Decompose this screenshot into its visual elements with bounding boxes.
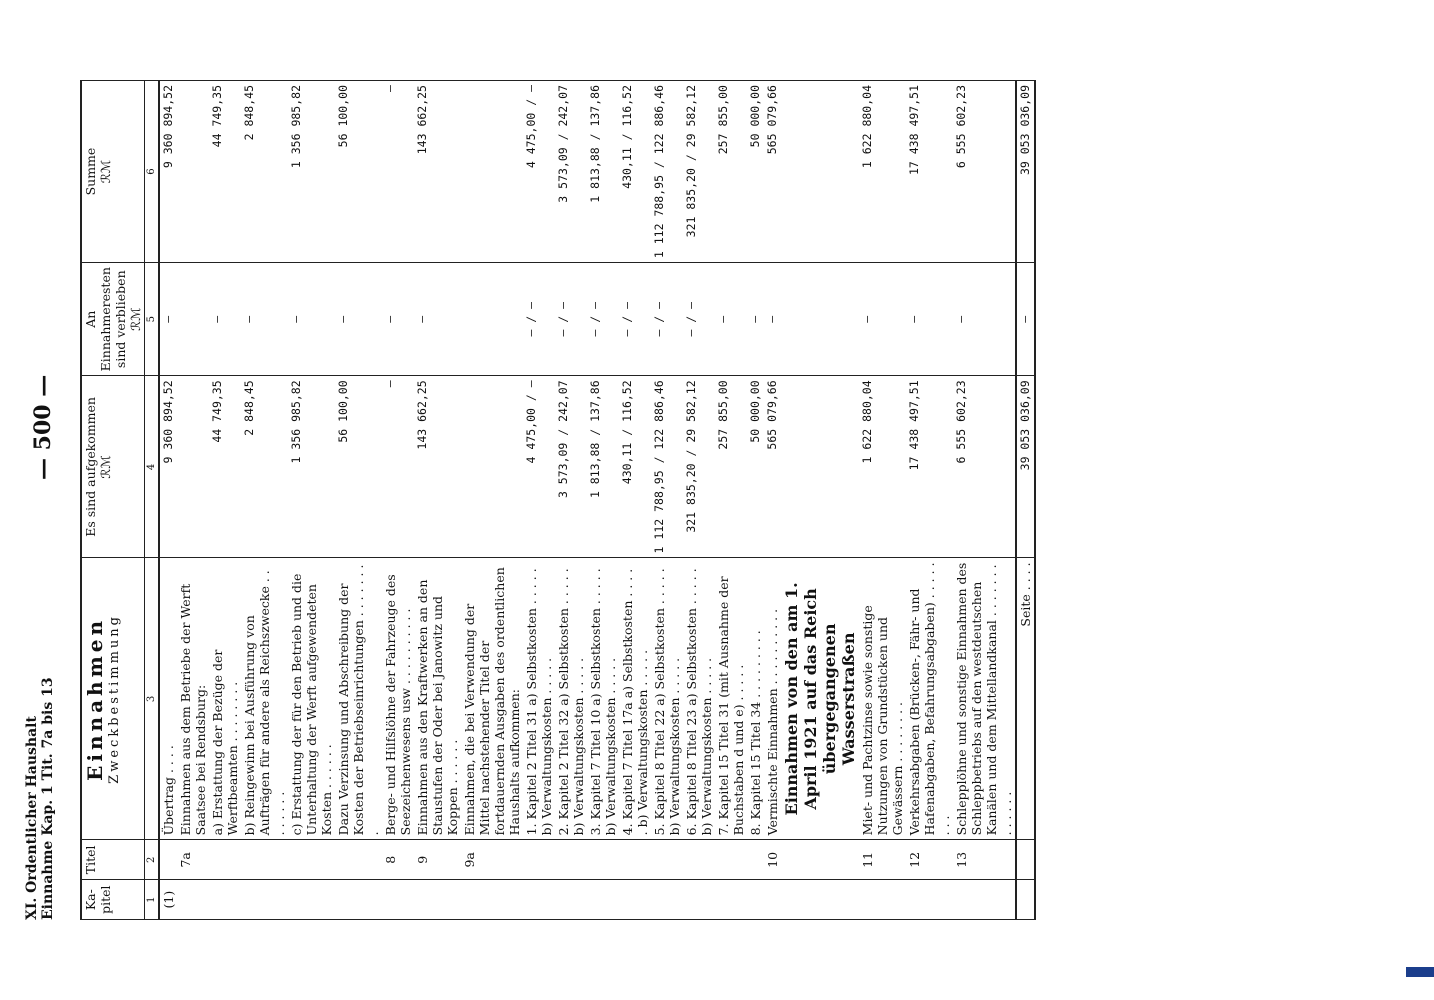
description-cell: 6. Kapitel 8 Titel 23 a) Selbstkosten . . . . . b) Verwaltungskosten . . . . .: [683, 558, 715, 840]
titel-cell: [523, 840, 555, 880]
description-cell: Vermischte Einnahmen . . . . . . . . . .: [764, 558, 781, 840]
summe-cell: 321 835,20 / 29 582,12: [683, 81, 715, 263]
summe-cell: 430,11 / 116,52: [619, 81, 651, 263]
side-attribution: [1412, 20, 1424, 980]
summe-cell: —: [382, 81, 414, 263]
summe-cell: 4 475,00 / —: [523, 81, 555, 263]
summe-cell: 56 100,00: [335, 81, 382, 263]
titel-cell: [555, 840, 587, 880]
reste-cell: — / —: [587, 263, 619, 376]
titel-cell: [715, 840, 747, 880]
summe-cell: 6 555 602,23: [953, 81, 1016, 263]
col-number: 1: [145, 880, 160, 920]
unit-label: ℛℳ: [98, 159, 113, 184]
kapitel-cell: [715, 880, 747, 920]
titel-cell: [288, 840, 335, 880]
dfg-logo: [1406, 967, 1434, 977]
reste-cell: — / —: [683, 263, 715, 376]
reste-cell: [177, 263, 209, 376]
kapitel-cell: [651, 880, 683, 920]
kapitel-cell: [241, 880, 288, 920]
reste-cell: — / —: [619, 263, 651, 376]
summe-cell: [461, 81, 523, 263]
page-total-reste: —: [1016, 263, 1035, 376]
description-cell: Dazu Verzinsung und Abschreibung der Kosten der Betriebseinrichtungen . . . . . . . .: [335, 558, 382, 840]
col-aufgekommen-label: Es sind aufgekommen: [83, 397, 98, 537]
reste-cell: —: [859, 263, 906, 376]
table-row: [414, 81, 461, 920]
reste-cell: —: [159, 263, 177, 376]
page-total-aufgekommen: 39 053 036,09: [1016, 376, 1035, 558]
col-number: 4: [145, 376, 160, 558]
reste-cell: —: [764, 263, 781, 376]
description-cell: Verkehrsabgaben (Brücken-, Fähr- und Hafenabgaben, Befahrungsabgaben) . . . . . . . .: [906, 558, 953, 840]
aufgekommen-cell: [461, 376, 523, 558]
titel-cell: [587, 840, 619, 880]
col-zweck: Zweckbestimmung: [107, 614, 122, 784]
aufgekommen-cell: [177, 376, 209, 558]
kapitel-cell: [382, 880, 414, 920]
summe-cell: 44 749,35: [209, 81, 241, 263]
empty-cell: [781, 376, 859, 558]
empty-cell: [781, 840, 859, 880]
description-cell: Einnahmen aus dem Betriebe der Werft Saatsee bei Rendsburg:: [177, 558, 209, 840]
aufgekommen-cell: 4 475,00 / —: [523, 376, 555, 558]
kapitel-cell: [209, 880, 241, 920]
kapitel-cell: [555, 880, 587, 920]
table-row: [523, 81, 555, 920]
reste-cell: —: [209, 263, 241, 376]
aufgekommen-cell: 17 438 497,51: [906, 376, 953, 558]
titel-cell: [747, 840, 764, 880]
col-titel: Titel: [81, 840, 145, 880]
aufgekommen-cell: 257 855,00: [715, 376, 747, 558]
description-cell: 7. Kapitel 15 Titel 31 (mit Ausnahme der Buchstaben d und e) . . . . .: [715, 558, 747, 840]
summe-cell: 2 848,45: [241, 81, 288, 263]
table-row: [288, 81, 335, 920]
aufgekommen-cell: 1 813,88 / 137,86: [587, 376, 619, 558]
col-number: 3: [145, 558, 160, 840]
reste-cell: [461, 263, 523, 376]
col-reste-label: An Einnahmeresten sind verblieben: [83, 267, 128, 372]
table-row: [715, 81, 747, 920]
kapitel-cell: [587, 880, 619, 920]
section-heading: Einnahmen von den am 1. April 1921 auf das Reich übergegangenen Wasserstraßen: [781, 558, 859, 840]
description-cell: 1. Kapitel 2 Titel 31 a) Selbstkosten . . . . . b) Verwaltungskosten . . . . .: [523, 558, 555, 840]
table-body-1: [159, 81, 781, 920]
table-row: [209, 81, 241, 920]
page-total-summe: 39 053 036,09: [1016, 81, 1035, 263]
col-summe: [81, 81, 145, 263]
table-row: [619, 81, 651, 920]
description-cell: 5. Kapitel 8 Titel 22 a) Selbstkosten . . . . . b) Verwaltungskosten . . . . .: [651, 558, 683, 840]
description-cell: Einnahmen, die bei Verwendung der Mittel nachstehender Titel der fortdauernden Ausgaben des ordentlichen Haushalts aufkommen:: [461, 558, 523, 840]
description-cell: 8. Kapitel 15 Titel 34 . . . . . . . . .: [747, 558, 764, 840]
empty-cell: [1016, 880, 1035, 920]
col-einnahmen-title: Einnahmen: [83, 616, 107, 781]
kapitel-cell: [335, 880, 382, 920]
summe-cell: 1 112 788,95 / 122 886,46: [651, 81, 683, 263]
reste-cell: —: [382, 263, 414, 376]
reste-cell: —: [335, 263, 382, 376]
kapitel-cell: [619, 880, 651, 920]
col-number: 6: [145, 81, 160, 263]
summe-cell: 3 573,09 / 242,07: [555, 81, 587, 263]
table-row: [859, 81, 906, 920]
table-row: [241, 81, 288, 920]
description-cell: 2. Kapitel 2 Titel 32 a) Selbstkosten . . . . . b) Verwaltungskosten . . . . .: [555, 558, 587, 840]
titel-cell: 9a: [461, 840, 523, 880]
aufgekommen-cell: 1 356 985,82: [288, 376, 335, 558]
kapitel-cell: [177, 880, 209, 920]
description-cell: Einnahmen aus den Kraftwerken an den Staustufen der Oder bei Janowitz und Koppen . . . . . .: [414, 558, 461, 840]
reste-cell: —: [747, 263, 764, 376]
table-row: [906, 81, 953, 920]
aufgekommen-cell: 321 835,20 / 29 582,12: [683, 376, 715, 558]
table-row: [651, 81, 683, 920]
col-reste: [81, 263, 145, 376]
summe-cell: 257 855,00: [715, 81, 747, 263]
titel-cell: [241, 840, 288, 880]
empty-cell: [781, 880, 859, 920]
table-row: [764, 81, 781, 920]
titel-cell: [209, 840, 241, 880]
section-heading-row: [781, 81, 859, 920]
reste-cell: —: [241, 263, 288, 376]
description-cell: 4. Kapitel 7 Titel 17a a) Selbstkosten . . . . . b) Verwaltungskosten . . . . .: [619, 558, 651, 840]
summe-cell: 565 079,66: [764, 81, 781, 263]
col-aufgekommen: [81, 376, 145, 558]
summe-cell: 1 622 880,04: [859, 81, 906, 263]
page-total-label: Seite . . . .: [1016, 558, 1035, 840]
table-row: [177, 81, 209, 920]
table-row: [953, 81, 1016, 920]
summe-cell: 1 813,88 / 137,86: [587, 81, 619, 263]
summe-cell: 50 000,00: [747, 81, 764, 263]
empty-cell: [781, 81, 859, 263]
summe-cell: 17 438 497,51: [906, 81, 953, 263]
table-row: [335, 81, 382, 920]
table-row: [461, 81, 523, 920]
reste-cell: — / —: [523, 263, 555, 376]
aufgekommen-cell: 430,11 / 116,52: [619, 376, 651, 558]
aufgekommen-cell: 1 112 788,95 / 122 886,46: [651, 376, 683, 558]
unit-label: ℛℳ: [128, 307, 143, 331]
titel-cell: 13: [953, 840, 1016, 880]
description-cell: a) Erstattung der Bezüge der Werftbeamten . . . . . . . .: [209, 558, 241, 840]
table-row: [555, 81, 587, 920]
kapitel-cell: [523, 880, 555, 920]
titel-cell: [335, 840, 382, 880]
kapitel-cell: [859, 880, 906, 920]
col-number: 2: [145, 840, 160, 880]
kapitel-cell: [764, 880, 781, 920]
kapitel-cell: (1): [159, 880, 177, 920]
col-number: 5: [145, 263, 160, 376]
aufgekommen-cell: —: [382, 376, 414, 558]
kapitel-cell: [747, 880, 764, 920]
empty-cell: [1016, 840, 1035, 880]
table-body-2: [859, 81, 1016, 920]
aufgekommen-cell: 2 848,45: [241, 376, 288, 558]
titel-cell: 7a: [177, 840, 209, 880]
section-title: XI. Ordentlicher Haushalt: [24, 716, 40, 920]
titel-cell: 11: [859, 840, 906, 880]
page-subtitle: Einnahme Kap. 1 Tit. 7a bis 13: [40, 677, 56, 920]
rotated-page-content: [24, 60, 1320, 940]
summe-cell: 1 356 985,82: [288, 81, 335, 263]
reste-cell: —: [906, 263, 953, 376]
titel-cell: [159, 840, 177, 880]
reste-cell: —: [288, 263, 335, 376]
table-row: [747, 81, 764, 920]
table-row: [382, 81, 414, 920]
kapitel-cell: [683, 880, 715, 920]
summe-cell: 143 662,25: [414, 81, 461, 263]
titel-cell: 9: [414, 840, 461, 880]
reste-cell: —: [715, 263, 747, 376]
page-header: [24, 80, 56, 920]
aufgekommen-cell: 6 555 602,23: [953, 376, 1016, 558]
kapitel-cell: [953, 880, 1016, 920]
titel-cell: 12: [906, 840, 953, 880]
reste-cell: — / —: [555, 263, 587, 376]
aufgekommen-cell: 3 573,09 / 242,07: [555, 376, 587, 558]
unit-label: ℛℳ: [98, 455, 113, 479]
aufgekommen-cell: 9 360 894,52: [159, 376, 177, 558]
description-cell: c) Erstattung der für den Betrieb und die Unterhaltung der Werft aufgewendeten Kosten . . . . . .: [288, 558, 335, 840]
kapitel-cell: [906, 880, 953, 920]
aufgekommen-cell: 565 079,66: [764, 376, 781, 558]
empty-cell: [781, 263, 859, 376]
titel-cell: [619, 840, 651, 880]
kapitel-cell: [288, 880, 335, 920]
titel-cell: 10: [764, 840, 781, 880]
description-cell: Übertrag . . . .: [159, 558, 177, 840]
description-cell: 3. Kapitel 7 Titel 10 a) Selbstkosten . . . . . b) Verwaltungskosten . . . . .: [587, 558, 619, 840]
kapitel-cell: [414, 880, 461, 920]
aufgekommen-cell: 50 000,00: [747, 376, 764, 558]
description-cell: Miet- und Pachtzinse sowie sonstige Nutzungen von Grundstücken und Gewässern . . . . . . . .: [859, 558, 906, 840]
titel-cell: 8: [382, 840, 414, 880]
kapitel-cell: [461, 880, 523, 920]
reste-cell: — / —: [651, 263, 683, 376]
titel-cell: [683, 840, 715, 880]
reste-cell: —: [414, 263, 461, 376]
budget-table: [80, 80, 1036, 920]
col-kapitel: Ka-pitel: [81, 880, 145, 920]
table-row: [159, 81, 177, 920]
titel-cell: [651, 840, 683, 880]
aufgekommen-cell: 44 749,35: [209, 376, 241, 558]
summe-cell: [177, 81, 209, 263]
col-einnahmen: [81, 558, 145, 840]
summe-cell: 9 360 894,52: [159, 81, 177, 263]
reste-cell: —: [953, 263, 1016, 376]
col-summe-label: Summe: [83, 147, 98, 196]
description-cell: Schlepplöhne und sonstige Einnahmen des Schleppbetriebs auf den westdeutschen Kanälen und dem Mittellandkanal . . . . . . . . . . . . .: [953, 558, 1016, 840]
table-row: [587, 81, 619, 920]
aufgekommen-cell: 1 622 880,04: [859, 376, 906, 558]
table-row: [683, 81, 715, 920]
aufgekommen-cell: 56 100,00: [335, 376, 382, 558]
aufgekommen-cell: 143 662,25: [414, 376, 461, 558]
description-cell: b) Reingewinn bei Ausführung von Aufträgen für andere als Reichszwecke . . . . . . . .: [241, 558, 288, 840]
page-total-row: [1016, 81, 1035, 920]
description-cell: Berge- und Hilfslöhne der Fahrzeuge des Seezeichenwesens usw . . . . . . . . . .: [382, 558, 414, 840]
page-number: — 500 —: [30, 374, 56, 480]
